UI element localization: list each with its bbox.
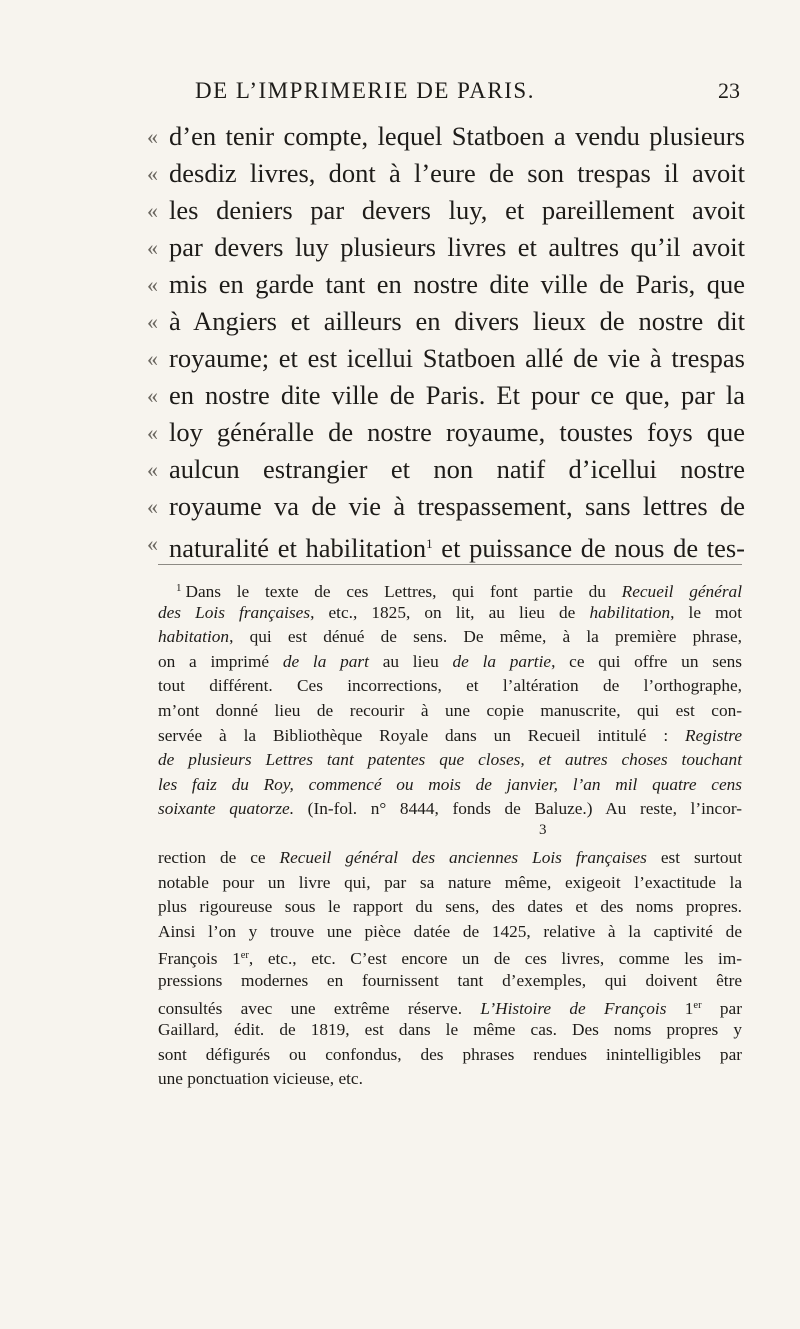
quote-mark: « [147,346,158,371]
fn-text: rection de ce [158,848,280,867]
footnote-line: m’ont donné lieu de recourir à une copie manuscrite, qui est con- [158,700,742,720]
line-text: d’en tenir compte, lequel Statboen a vendu plusieurs [169,121,745,151]
footnote-line [158,650,742,675]
fn-italic: de la partie [452,651,552,671]
footnote-separator [158,564,742,565]
line-text: les deniers par devers luy, et pareillement avoit [169,195,745,225]
footnote-line: tout différent. Ces incorrections, et l’altération de l’orthographe, [158,676,742,696]
running-head-title: DE L’IMPRIMERIE DE PARIS. [195,78,535,103]
footnote-reference[interactable]: 1 [426,536,433,551]
fn-superscript: er [693,999,702,1011]
quote-mark: « [147,494,158,519]
footnote-line: Ainsi l’on y trouve une pièce datée de 1425, relative à la captivité de [158,921,742,941]
fn-text: est surtout [646,848,742,867]
line-text: royaume va de vie à trespassement, sans lettres de [169,491,745,521]
footnote-line [158,944,742,969]
quote-mark: « [147,309,158,334]
fn-italic: des Lois françaises [158,602,311,622]
line-text: mis en garde tant en nostre dite ville de Paris, que [169,269,745,299]
text-line [147,155,745,192]
text-line [147,266,745,303]
fn-text: , etc., etc. C’est encore un de ces livres, comme les im- [248,949,742,969]
fn-italic: soixante quatorze. [158,799,295,819]
quote-mark: « [147,235,158,260]
footnote-line [158,994,742,1019]
footnote-line [158,724,742,749]
line-text: en nostre dite ville de Paris. Et pour ce que, par la [169,380,745,410]
fn-italic: Registre [685,725,742,745]
quote-mark: « [147,457,158,482]
text-line [147,525,745,562]
footnote-line: notable pour un livre qui, par sa nature même, exigeoit l’exactitude la [158,872,742,892]
footnote-line [158,576,742,601]
text-line [147,340,745,377]
quote-mark: « [147,272,158,297]
footnote-line [158,773,742,798]
text-line [147,414,745,451]
fn-text: , ce qui offre un sens [551,651,742,671]
footnote-marker: 1 [176,582,182,594]
footnote-line: plus rigoureuse sous le rapport du sens, des dates et des noms propres. [158,897,742,917]
line-text [169,525,745,562]
line-text: à Angiers et ailleurs en divers lieux de nostre dit [169,306,745,336]
quote-mark: « [147,124,158,149]
quote-mark: « [147,198,158,223]
line-text: desdiz livres, dont à l’eure de son trespas il avoit [169,158,745,188]
fn-italic: de plusieurs Lettres tant patentes que closes, et autres choses touchant [158,750,742,770]
text-line [147,118,745,155]
line-text: par devers luy plusieurs livres et aultres qu’il avoit [169,232,745,262]
footnote-line [158,601,742,626]
footnote-line [158,748,742,773]
fn-text: 1 [666,998,694,1018]
text-line [147,192,745,229]
footnote-line [158,797,742,822]
fn-italic: les faiz du Roy, commencé ou mois de janvier, l’an mil quatre cens [158,774,742,794]
fn-text: François 1 [158,949,241,969]
catalog-number-subscript: 3 [539,822,547,838]
page-number: 23 [718,78,740,103]
quote-mark: « [147,383,158,408]
fn-text: , qui est dénué de sens. De même, à la première phrase, [229,627,742,647]
footnote-continuation [158,846,742,1092]
footnote-line: sont défigurés ou confondus, des phrases rendues inintelligibles par [158,1044,742,1064]
fn-text: Dans le texte de ces Lettres, qui font partie du [185,582,622,601]
fn-text: , etc., 1825, on lit, au lieu de [310,602,590,622]
line-fragment: et puissance de nous de tes- [432,533,746,563]
fn-italic: habitation [158,627,230,647]
footnote-line: pressions modernes en fournissent tant d’exemples, qui doivent être [158,970,742,990]
footnote [158,576,742,822]
fn-italic: L’Histoire de François [480,998,667,1018]
fn-text: on a imprimé [158,651,283,671]
fn-text: (In-fol. n° 8444, fonds de Baluze.) Au reste, l’incor- [294,799,743,819]
fn-italic: de la part [282,651,369,671]
quote-mark: « [147,531,158,556]
fn-text: , le mot [670,602,742,622]
line-text: aulcun estrangier et non natif d’icellui nostre [169,454,745,484]
text-line [147,377,745,414]
fn-italic: Recueil général [621,582,742,601]
footnote-line: une ponctuation vicieuse, etc. [158,1069,363,1089]
footnote-line: Gaillard, édit. de 1819, est dans le même cas. Des noms propres y [158,1020,742,1040]
line-text: royaume; et est icellui Statboen allé de vie à trespas [169,343,745,373]
quote-mark: « [147,420,158,445]
text-line [147,488,745,525]
fn-text: servée à la Bibliothèque Royale dans un Recueil intitulé : [158,725,686,745]
main-text [147,118,745,562]
text-line [147,229,745,266]
fn-italic: Recueil général des anciennes Lois françaises [279,848,647,867]
quote-mark: « [147,161,158,186]
text-line [147,303,745,340]
fn-text: par [701,998,742,1018]
line-fragment: naturalité et habilitation [169,533,427,563]
fn-italic: habilitation [589,602,671,622]
fn-text: au lieu [368,651,453,671]
fn-text: consultés avec une extrême réserve. [158,998,481,1018]
running-head [195,78,740,108]
footnote-line [158,625,742,650]
fn-superscript: er [240,950,249,962]
footnote-line [158,846,742,871]
text-line [147,451,745,488]
line-text: loy généralle de nostre royaume, toustes foys que [169,417,745,447]
